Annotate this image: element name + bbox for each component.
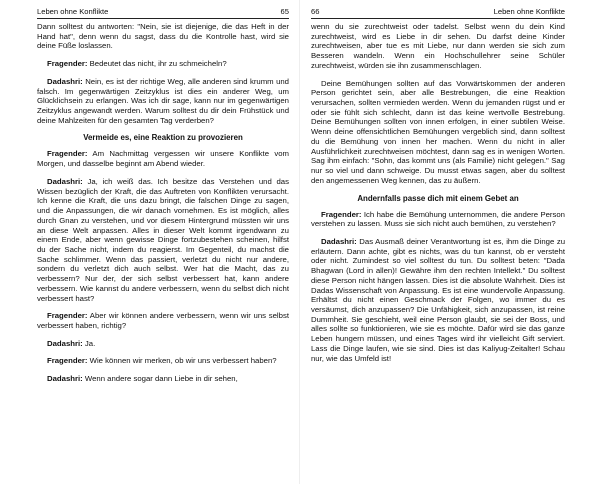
dialog-text: Am Nachmittag vergessen wir unsere Konflikte vom Morgen, und dasselbe beginnt am Abend wieder. [37,149,289,169]
right-page-body [311,22,565,363]
speaker-label: Fragender: [47,311,88,321]
left-page [0,0,299,484]
dialog-text: Ich habe die Bemühung unternommen, die andere Person verstehen zu lassen. Muss sie sich nicht auch bemühen, zu verstehen? [311,209,565,229]
paragraph: Deine Bemühungen sollten auf das Vorwärtskommen der anderen Person gerichtet sein, aber alle Bestrebungen, die eine Reaktion verursachen, sollten vermieden werden. Wenn du jemanden rügst und er oder sie fühlt sich schlecht, dann ist das keine wertvolle Bestrebung. Deine Bemühungen sollten von innen erfolgen, in einer subtilen Weise. Wenn deine offensichtlichen Bemühungen vergeblich sind, dann solltest du die Bemühung von innen her machen. Wenn du nicht in aller Ausführlichkeit zurechtweisen möchtest, dann sag es in wenigen Worten. Sag ihm einfach: "Sohn, das kommt uns (als Familie) nicht gelegen." Sag nur so viel und dann schweige. Du musst etwas sagen, aber du solltest den angemessenen Weg kennen, das zu äußern. [311,78,565,185]
dialog-text: Wie können wir merken, ob wir uns verbessert haben? [89,356,277,366]
speaker-label: Dadashri: [47,374,83,384]
dialog-paragraph [37,149,289,168]
speaker-label: Dadashri: [47,338,83,348]
speaker-label: Fragender: [47,149,88,159]
dialog-text: Bedeutet das nicht, ihr zu schmeicheln? [89,59,227,69]
dialog-paragraph [37,339,289,349]
speaker-label: Dadashri: [47,76,83,86]
speaker-label: Dadashri: [47,176,83,186]
paragraph: wenn du sie zurechtweist oder tadelst. Selbst wenn du dein Kind zurechtweist, wird es Liebe in dir sehen. Du darfst deine Kinder zurechtweisen, aber tue es mit Liebe, nur dann werden sie sich zum Besseren wandeln. Wenn ein Hochschullehrer seine Schüler zurechtweist, würden sie ihn zusammenschlagen. [311,22,565,70]
right-running-head [311,7,565,19]
section-heading: Vermeide es, eine Reaktion zu provozieren [83,133,243,143]
dialog-text: Nein, es ist der richtige Weg, alle anderen sind krumm und falsch. Im gegenwärtigen Zeitzyklus ist dies ein anderer Weg, um Glücklichsein zu erlangen. Was ich dir sage, kann nur im gegenwärtigen Zeitzyklus angewandt werden. Warum solltest du dir dein Frühstück und deine Mahlzeiten für den gesamten Tag verderben? [37,76,289,125]
dialog-text: Ja. [84,338,96,348]
dialog-paragraph [37,177,289,303]
left-page-number: 65 [280,7,289,16]
right-page-number: 66 [311,7,320,16]
dialog-paragraph [311,237,565,363]
dialog-paragraph [311,210,565,229]
dialog-text: Aber wir können andere verbessern, wenn wir uns selbst verbessert haben, richtig? [37,311,289,330]
dialog-text: Das Ausmaß deiner Verantwortung ist es, ihm die Dinge zu erläutern. Dann achte, gibt es nichts, was du tun kannst, ob er versteht oder nicht. Zumindest so viel solltest du tun. Du solltest beten: "Dada Bhagwan (Lord in allen)! Gewähre ihm den rechten Intellekt." Du solltest diese Person nicht hängen lassen. Dies ist die absolute Wahrheit. Dies ist Dadas Wissenschaft von Anpassung. Es ist eine wundervolle Anpassung. Erhältst du nicht einen Geschmack der Folgen, wo immer du es versäumst, dich anzupassen? Die Unfähigkeit, sich anzupassen, ist reine Dummheit. Sie geschieht, weil eine Person glaubt, sie sei der Boss, und alles sollte so funktionieren, wie sie es möchte. Dafür wird sie das ganze Leben hungern müssen, und eines Tages wird ihr vielleicht Gift serviert. Lass die Dinge laufen, wie sie sind. Dies ist das Kaliyug-Zeitalter! Schau nur, wie das Umfeld ist! [311,236,566,363]
right-header-title: Leben ohne Konflikte [493,7,565,16]
left-header-title: Leben ohne Konflikte [37,7,109,16]
section-heading: Andernfalls passe dich mit einem Gebet an [357,193,519,203]
dialog-paragraph [37,59,289,69]
paragraph: Dann solltest du antworten: "Nein, sie ist diejenige, die das Heft in der Hand hat", denn wenn du sagst, dass du die Kontrolle hast, wird sie deine Füße loslassen. [37,22,289,51]
speaker-label: Dadashri: [321,236,357,246]
speaker-label: Fragender: [47,59,88,69]
dialog-paragraph [37,77,289,126]
right-page [299,0,599,484]
dialog-paragraph [37,311,289,330]
dialog-paragraph [37,356,289,366]
speaker-label: Fragender: [47,356,88,366]
dialog-text: Wenn andere sogar dann Liebe in dir sehen, [84,374,238,384]
speaker-label: Fragender: [321,209,362,219]
dialog-paragraph [37,374,289,384]
left-running-head [37,7,289,19]
left-page-body [37,22,289,384]
dialog-text: Ja, ich weiß das. Ich besitze das Verstehen und das Wissen bezüglich der Kraft, die das Auftreten von Konflikten verursacht. Ich kenne die Kraft, die uns dazu bringt, die falschen Dinge zu sagen, und die Anpassungen, die wir danach vornehmen. Es ist möglich, alles durch Gnan zu verstehen, und vor diesem Hintergrund müssten wir uns an diese Welt anpassen. Alles in dieser Welt kommt irgendwann zu einem Ende, aber wenn gewisse Dinge fortzubestehen scheinen, hilfst du der Sache nicht, indem du reagierst. Im Gegenteil, du machst die Sache schlimmer. Wenn das passiert, verletzt du nicht nur andere, sondern du verletzt dich auch selbst. Wer hat die Macht, das zu verbessern? Nur der, der sich selbst verbessert hat, kann andere verbessern. Wie kannst du andere verbessern, wenn du selbst dich nicht verbessert hast? [37,176,289,303]
